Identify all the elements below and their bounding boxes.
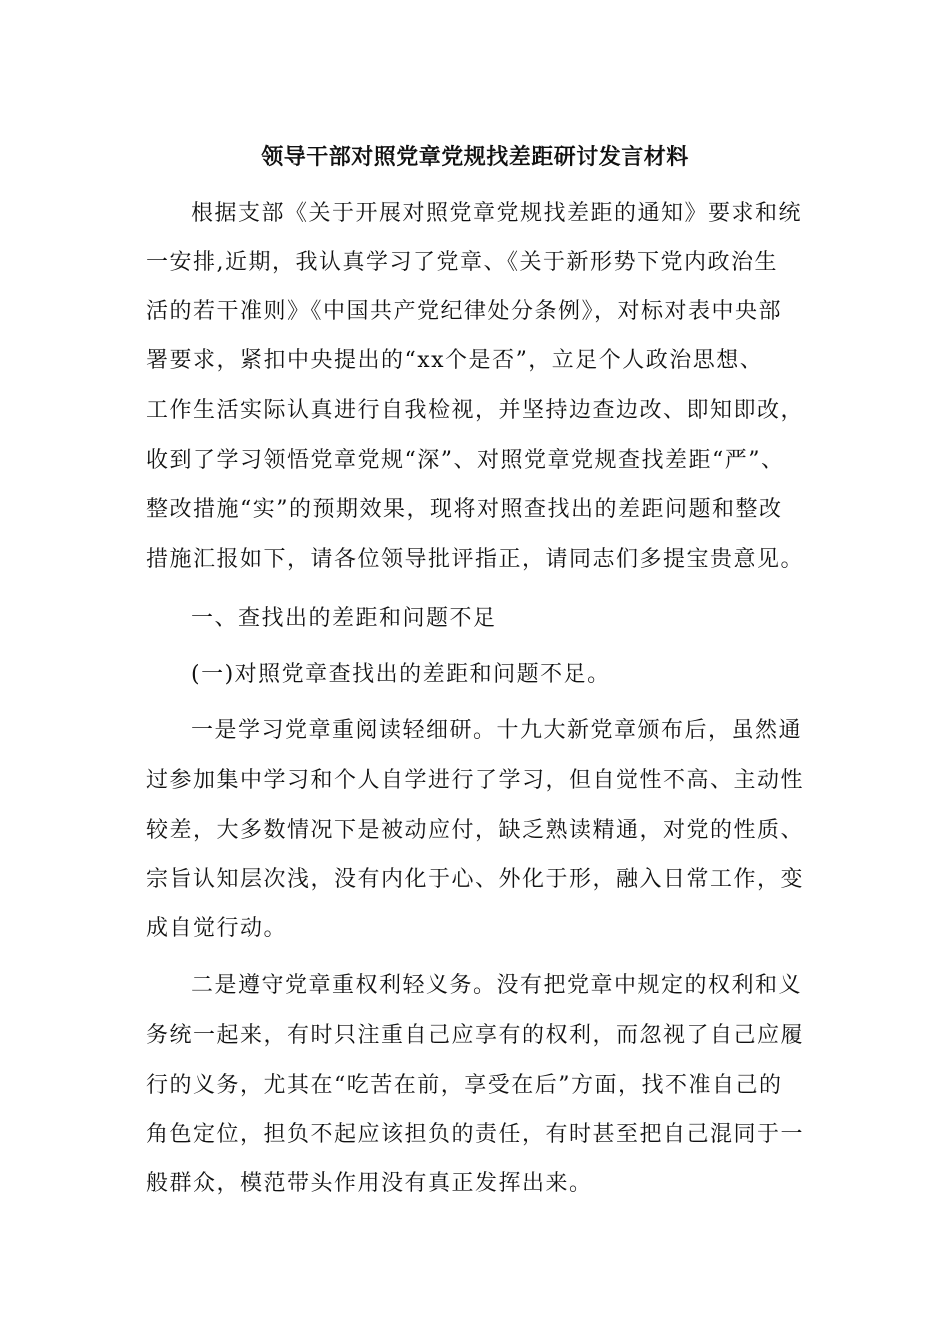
section-heading: 一、查找出的差距和问题不足 — [191, 606, 497, 631]
paragraph-line: 活的若干准则》《中国共产党纪律处分条例》，对标对表中央部 — [146, 299, 783, 324]
paragraph-line: 措施汇报如下，请各位领导批评指正，请同志们多提宝贵意见。 — [146, 547, 805, 572]
paragraph-line: 较差，大多数情况下是被动应付，缺乏熟读精通，对党的性质、 — [146, 818, 805, 843]
paragraph-line: 务统一起来，有时只注重自己应享有的权利，而忽视了自己应履 — [146, 1023, 805, 1048]
paragraph-line: 般群众，模范带头作用没有真正发挥出来。 — [146, 1171, 593, 1196]
paragraph-line: 工作生活实际认真进行自我检视，并坚持边查边改、即知即改， — [146, 398, 805, 423]
subsection-heading: (一)对照党章查找出的差距和问题不足。 — [191, 662, 611, 687]
document-title: 领导干部对照党章党规找差距研讨发言材料 — [261, 145, 689, 170]
paragraph-line: 整改措施“实”的预期效果，现将对照查找出的差距问题和整改 — [146, 497, 783, 522]
paragraph-line: 一是学习党章重阅读轻细研。十九大新党章颁布后，虽然通 — [191, 718, 803, 743]
paragraph-line: 宗旨认知层次浅，没有内化于心、外化于形，融入日常工作，变 — [146, 867, 805, 892]
paragraph-line: 收到了学习领悟党章党规“深”、对照党章党规查找差距“严”、 — [146, 448, 785, 473]
paragraph-line: 行的义务，尤其在“吃苦在前，享受在后”方面，找不准自己的 — [146, 1073, 783, 1098]
paragraph-line: 过参加集中学习和个人自学进行了学习，但自觉性不高、主动性 — [146, 768, 805, 793]
paragraph-line: 根据支部《关于开展对照党章党规找差距的通知》要求和统 — [191, 201, 803, 226]
paragraph-line: 角色定位，担负不起应该担负的责任，有时甚至把自己混同于一 — [146, 1122, 805, 1147]
paragraph-line: 成自觉行动。 — [146, 916, 288, 941]
paragraph-line: 署要求，紧扣中央提出的“xx个是否”，立足个人政治思想、 — [146, 348, 764, 373]
paragraph-line: 二是遵守党章重权利轻义务。没有把党章中规定的权利和义 — [191, 973, 803, 998]
paragraph-line: 一安排,近期，我认真学习了党章、《关于新形势下党内政治生 — [146, 250, 778, 275]
